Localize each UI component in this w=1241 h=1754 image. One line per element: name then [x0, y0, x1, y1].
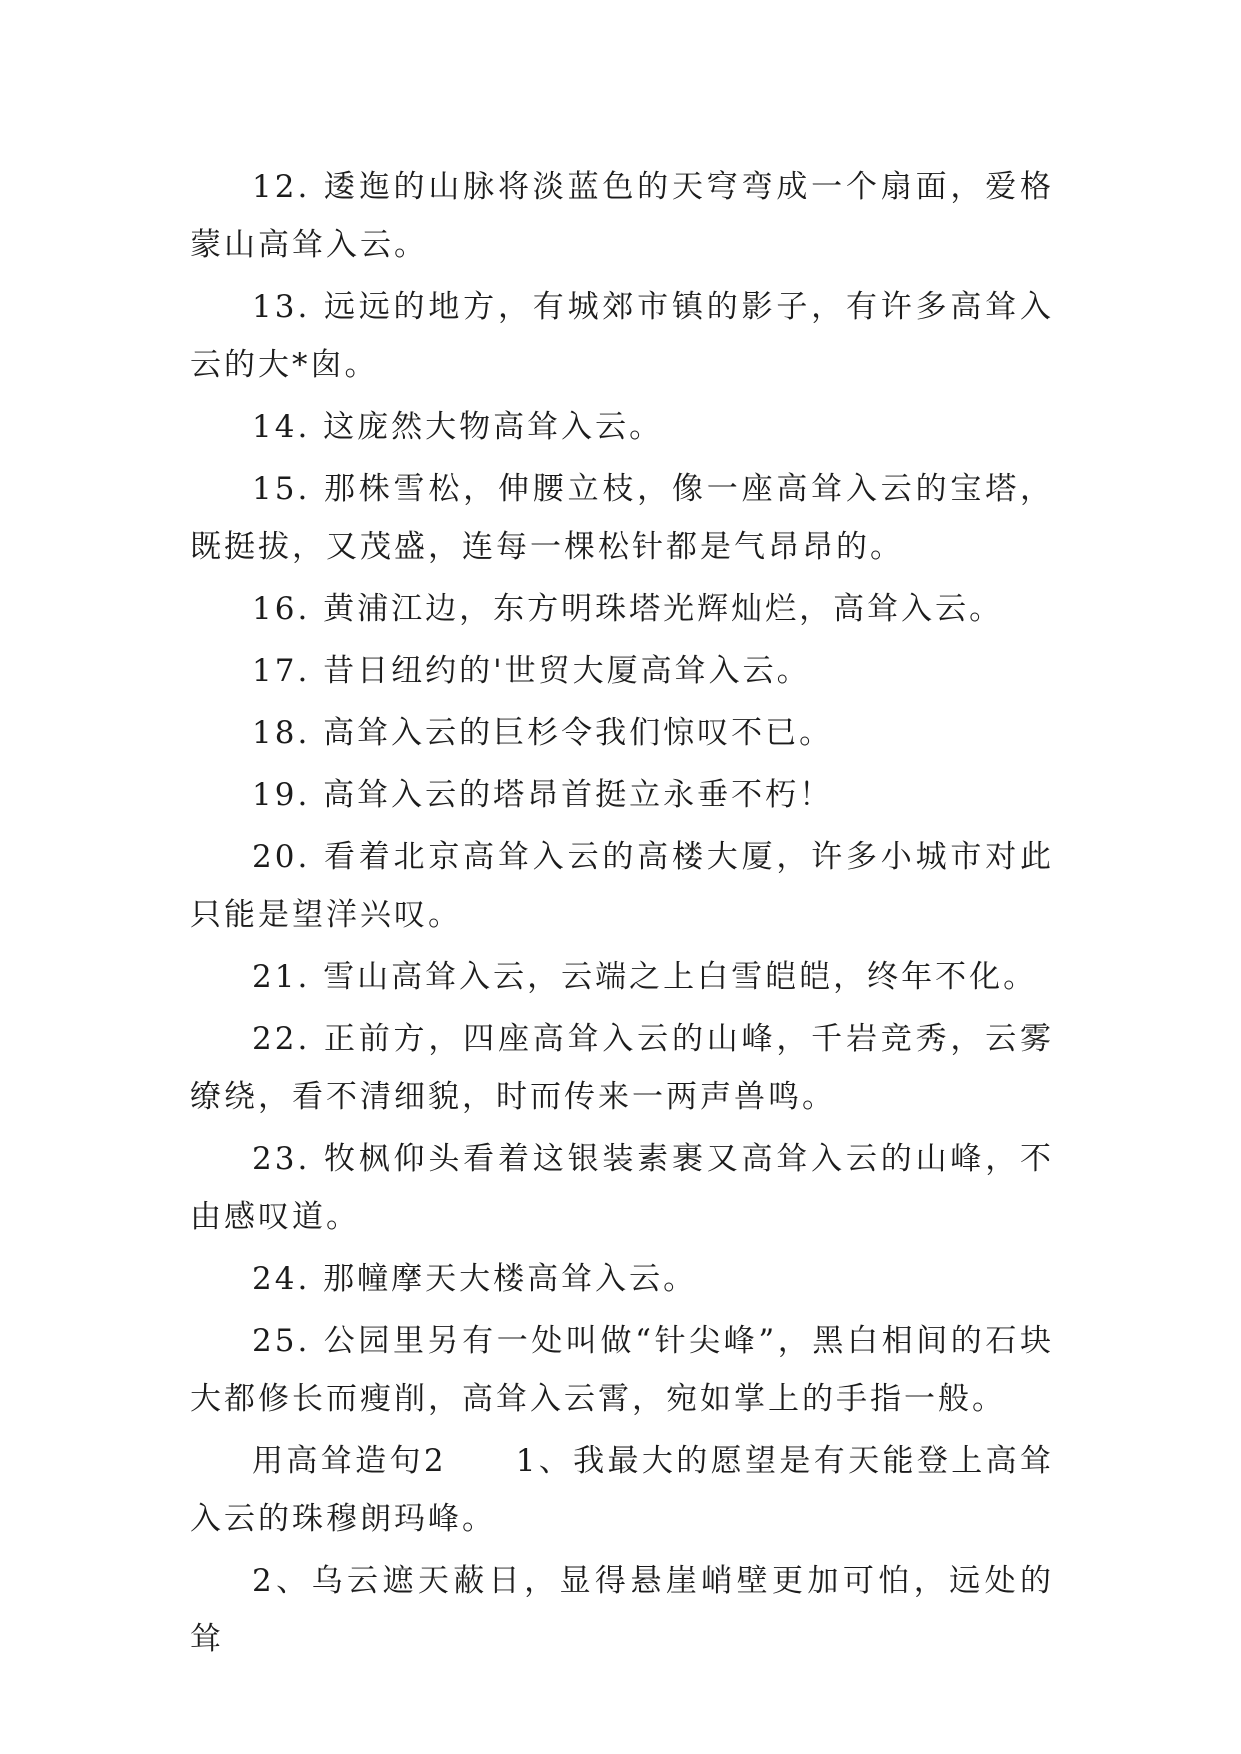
paragraph: 14. 这庞然大物高耸入云。: [252, 409, 664, 445]
paragraph: 21. 雪山高耸入云，云端之上白雪皑皑，终年不化。: [252, 959, 1038, 995]
paragraph: 25. 公园里另有一处叫做“针尖峰”，黑白相间的石块大都修长而瘦削，高耸入云霄，宛如掌上的手指一般。: [190, 1323, 1054, 1417]
paragraph: 22. 正前方，四座高耸入云的山峰，千岩竞秀，云雾缭绕，看不清细貌，时而传来一两声兽鸣。: [190, 1021, 1054, 1115]
paragraph: 12. 逶迤的山脉将淡蓝色的天穹弯成一个扇面，爱格蒙山高耸入云。: [190, 169, 1054, 263]
paragraph: 24. 那幢摩天大楼高耸入云。: [252, 1261, 698, 1297]
paragraph: 2、乌云遮天蔽日，显得悬崖峭壁更加可怕，远处的耸: [190, 1563, 1054, 1657]
paragraph: 20. 看着北京高耸入云的高楼大厦，许多小城市对此只能是望洋兴叹。: [190, 839, 1054, 933]
paragraph: 19. 高耸入云的塔昂首挺立永垂不朽！: [252, 777, 834, 813]
paragraph: 23. 牧枫仰头看着这银装素裹又高耸入云的山峰，不由感叹道。: [190, 1141, 1054, 1235]
document-body: [190, 158, 1054, 1672]
paragraph: 13. 远远的地方，有城郊市镇的影子，有许多高耸入云的大*囱。: [190, 289, 1054, 383]
section-heading-paragraph: 用高耸造句2 1、我最大的愿望是有天能登上高耸入云的珠穆朗玛峰。: [190, 1443, 1054, 1537]
paragraph: 18. 高耸入云的巨杉令我们惊叹不已。: [252, 715, 834, 751]
paragraph: 16. 黄浦江边，东方明珠塔光辉灿烂，高耸入云。: [252, 591, 1004, 627]
paragraph: 15. 那株雪松，伸腰立枝，像一座高耸入云的宝塔，既挺拔，又茂盛，连每一棵松针都是气昂昂的。: [190, 471, 1054, 565]
paragraph: 17. 昔日纽约的'世贸大厦高耸入云。: [252, 653, 811, 689]
